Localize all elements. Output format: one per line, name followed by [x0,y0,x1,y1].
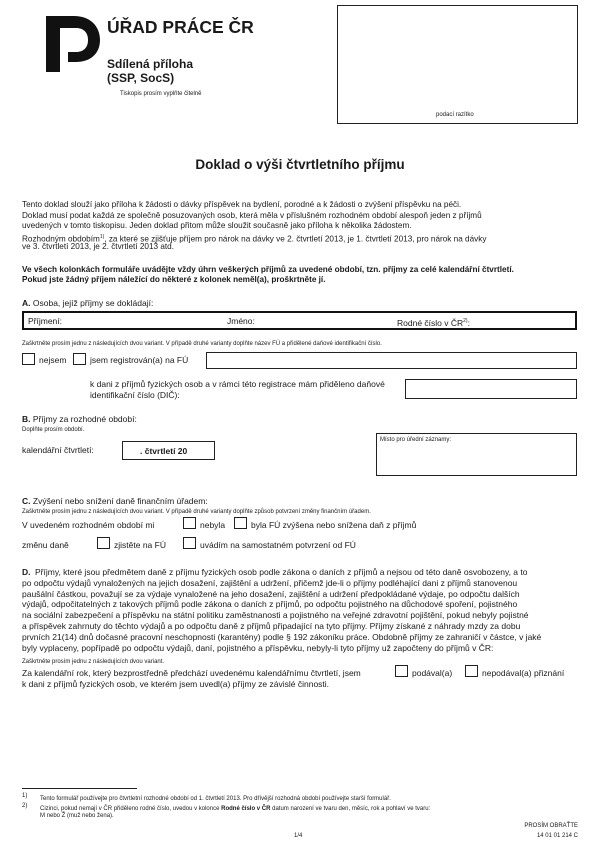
dic-label-b: identifikační číslo (DIČ): [90,390,180,400]
intro-p3a-post: , za které se zjišťuje příjem pro nárok na dávky ve 2. čtvrtletí 2013, je 1. čtvrtletí 2013, pro nárok na dávky [104,234,487,244]
separate-confirmation-checkbox[interactable] [183,537,196,549]
filed-return-label: podával(a) [412,668,453,678]
footnote-2-mark: 2) [22,803,28,809]
quarter-label: kalendářní čtvrtletí: [22,445,94,455]
footnote-2-pre: Cizinci, pokud nemají v ČR přiděleno rodné číslo, uvedou v kolonce [40,806,222,812]
footnote-1-mark: 1) [22,793,28,799]
section-d-line-2: po odpočtu výdajů vynaložených na jejich dosažení, zajištění a udržení, přičemž jde-li o příjmy podléhající dani z příjmů stanovenou [22,577,518,588]
intro-p3a-pre: Rozhodným obdobím [22,234,100,244]
section-d-line-6: a příspěvek zahrnuty do těchto výdajů a po odpočtu daně z příjmů připadající na tyto příjmy. Příjmy získané z náhrady mzdy za dobu [22,621,521,631]
not-filed-return-label: nepodával(a) přiznání [482,668,565,678]
section-a-heading [22,298,153,309]
section-d-line-7: prvních 21(14) dnů dočasné pracovní neschopnosti (karantény) podle § 192 zákoníku práce. Obdobně příjmy ze zahraničí v částce, v jaké [22,631,542,642]
surname-field[interactable]: Příjmení: [28,316,63,326]
intro-p3b: ve 3. čtvrtletí 2013, je 2. čtvrtletí 2013 atd. [22,242,175,251]
find-at-office-label: zjistěte na FÚ [114,540,166,550]
dic-field[interactable] [405,379,577,399]
section-c-heading [22,496,208,507]
section-d-line-1: Příjmy, které jsou předmětem daně z příjmu fyzických osob podle zákona o daních z příjmů a nejsou od této daně osvobozeny, a to [35,567,528,577]
section-c-hint: Zaškrtněte prosím jednu z následujících dvou variant. V případě druhé varianty doplňte způsob potvrzení změny finančním úřadem. [22,509,371,515]
tax-office-field[interactable] [206,352,577,369]
section-d-line-5: na sociální zabezpečení a příspěvku na státní politiku zaměstnanosti a pojistného na veřejné zdravotní pojištění, pokud nebyly pojistné [22,610,529,621]
intro-p2b: uvedených v tomto tiskopisu. Jeden doklad přitom může sloužit současně jako příloha k několika žádostem. [22,221,412,230]
birth-number-label: Rodné číslo v ČR [397,317,464,328]
section-b-heading [22,414,137,425]
intro-bold2: Pokud jste žádný příjem náležící do některé z kolonek neměl(a), proškrtněte jí. [22,275,326,284]
footnote-1: Tento formulář používejte pro čtvrtletní rozhodné období od 1. čtvrtletí 2013. Pro dřívější rozhodná období používejte starší formulář. [40,796,391,802]
registered-label: jsem registrován(a) na FÚ [90,355,189,365]
tax-not-changed-label: nebyla [200,520,226,530]
section-d-line-4: výdajů, odpočitatelných z takových příjmů podle zákona o daních z příjmů, po odpočtu pojistného na důchodové spoření, pojistného [22,599,518,610]
intro-bold1: Ve všech kolonkách formuláře uvádějte vždy úhrn veškerých příjmů za uvedené období, tzn. příjmy za celé kalendářní čtvrtletí. [22,265,514,274]
intro-p1: Tento doklad slouží jako příloha k žádosti o dávky příspěvek na bydlení, porodné a k žádosti o zvýšení příspěvku na péči. [22,200,462,209]
not-registered-label: nejsem [39,355,67,365]
doc-subtype: (SSP, SocS) [107,71,175,85]
footnote-ref-2: 2) [463,318,468,324]
tax-return-label: Za kalendářní rok, který bezprostředně předchází uvedenému kalendářnímu čtvrtletí, jsem [22,668,361,678]
form-code: 14 01 01 214 C [536,833,578,839]
section-d-hint: Zaškrtněte prosím jednu z následujících dvou variant. [22,659,165,665]
office-logo [38,12,102,74]
footnote-2-bold: Rodné číslo v ČR [221,806,271,812]
section-a-letter: A. [22,298,31,308]
footnote-divider [22,788,137,789]
find-at-office-checkbox[interactable] [97,537,110,549]
stamp-box[interactable] [337,5,578,124]
tax-changed-checkbox[interactable] [234,517,247,529]
registered-checkbox[interactable] [73,353,86,365]
official-records-label: Místo pro úřední záznamy: [380,437,452,443]
fill-note: Tiskopis prosím vyplňte čitelně [120,91,202,97]
section-c-title: Zvýšení nebo snížení daně finančním úřadem: [32,496,208,506]
quarter-value: . čtvrtletí 20 [140,446,188,456]
page-title: Doklad o výši čtvrtletního příjmu [195,157,405,172]
separate-confirmation-label: uvádím na samostatném potvrzení od FÚ [200,540,356,550]
section-d-line-8: byly vyplaceny, popřípadě po odpočtu výdajů, daní, pojistného a příspěvku, nebyly-li tyto příjmy už započteny do příjmů v ČR: [22,642,494,653]
turn-over-note: PROSÍM OBRAŤTE [524,823,578,829]
birth-number-colon: : [467,317,470,328]
not-registered-checkbox[interactable] [22,353,35,365]
section-d-line-3: paušální částkou, považují se za výdaje vynaložené na jeho dosažení, zajištění a udržení předpokládané výdaje, po odpočtu dalších [22,588,520,599]
tax-changed-label: byla FÚ zvýšena nebo snížena daň z příjmů [251,520,417,530]
doc-type: Sdílená příloha [107,57,194,71]
tax-return-label-2: k dani z příjmů fyzických osob, ve kterém jsem uvedl(a) příjmy ze závislé činnosti. [22,679,330,689]
footnote-ref-1: 1) [99,234,105,240]
name-field[interactable]: Jméno: [227,316,255,326]
section-c-letter: C. [22,496,31,506]
dic-label-a: k dani z příjmů fyzických osob a v rámci této registrace mám přiděleno daňové [90,379,385,389]
section-b-hint: Doplňte prosím období. [22,427,85,433]
filed-return-checkbox[interactable] [395,665,408,677]
section-b-title: Příjmy za rozhodné období: [32,414,137,424]
page-number: 1/4 [294,833,303,839]
not-filed-return-checkbox[interactable] [465,665,478,677]
section-a-hint: Zaškrtněte prosím jednu z následujících dvou variant. V případě druhé varianty doplňte název FÚ a přidělené daňové identifikační číslo. [22,341,382,347]
section-a-title: Osoba, jejíž příjmy se dokládají: [32,298,154,308]
tax-change-label: V uvedeném rozhodném období mi [22,520,155,530]
footnote-2-post: datum narození ve tvaru den, měsíc, rok a pohlaví ve tvaru: [270,806,431,812]
tax-not-changed-checkbox[interactable] [183,517,196,529]
section-b-letter: B. [22,414,31,424]
stamp-label: podací razítko [436,112,474,118]
office-title: ÚŘAD PRÁCE ČR [107,17,254,37]
birth-number-field[interactable] [397,316,470,328]
tax-change-row2-label: změnu daně [22,540,69,550]
footnote-2-line-2: M nebo Ž (muž nebo žena). [40,813,114,819]
intro-p2a: Doklad musí podat každá ze společně posuzovaných osob, která měla v příslušném rozhodném období alespoň jeden z příjmů [22,211,482,220]
section-d-letter: D. [22,567,31,577]
person-box [22,311,577,330]
